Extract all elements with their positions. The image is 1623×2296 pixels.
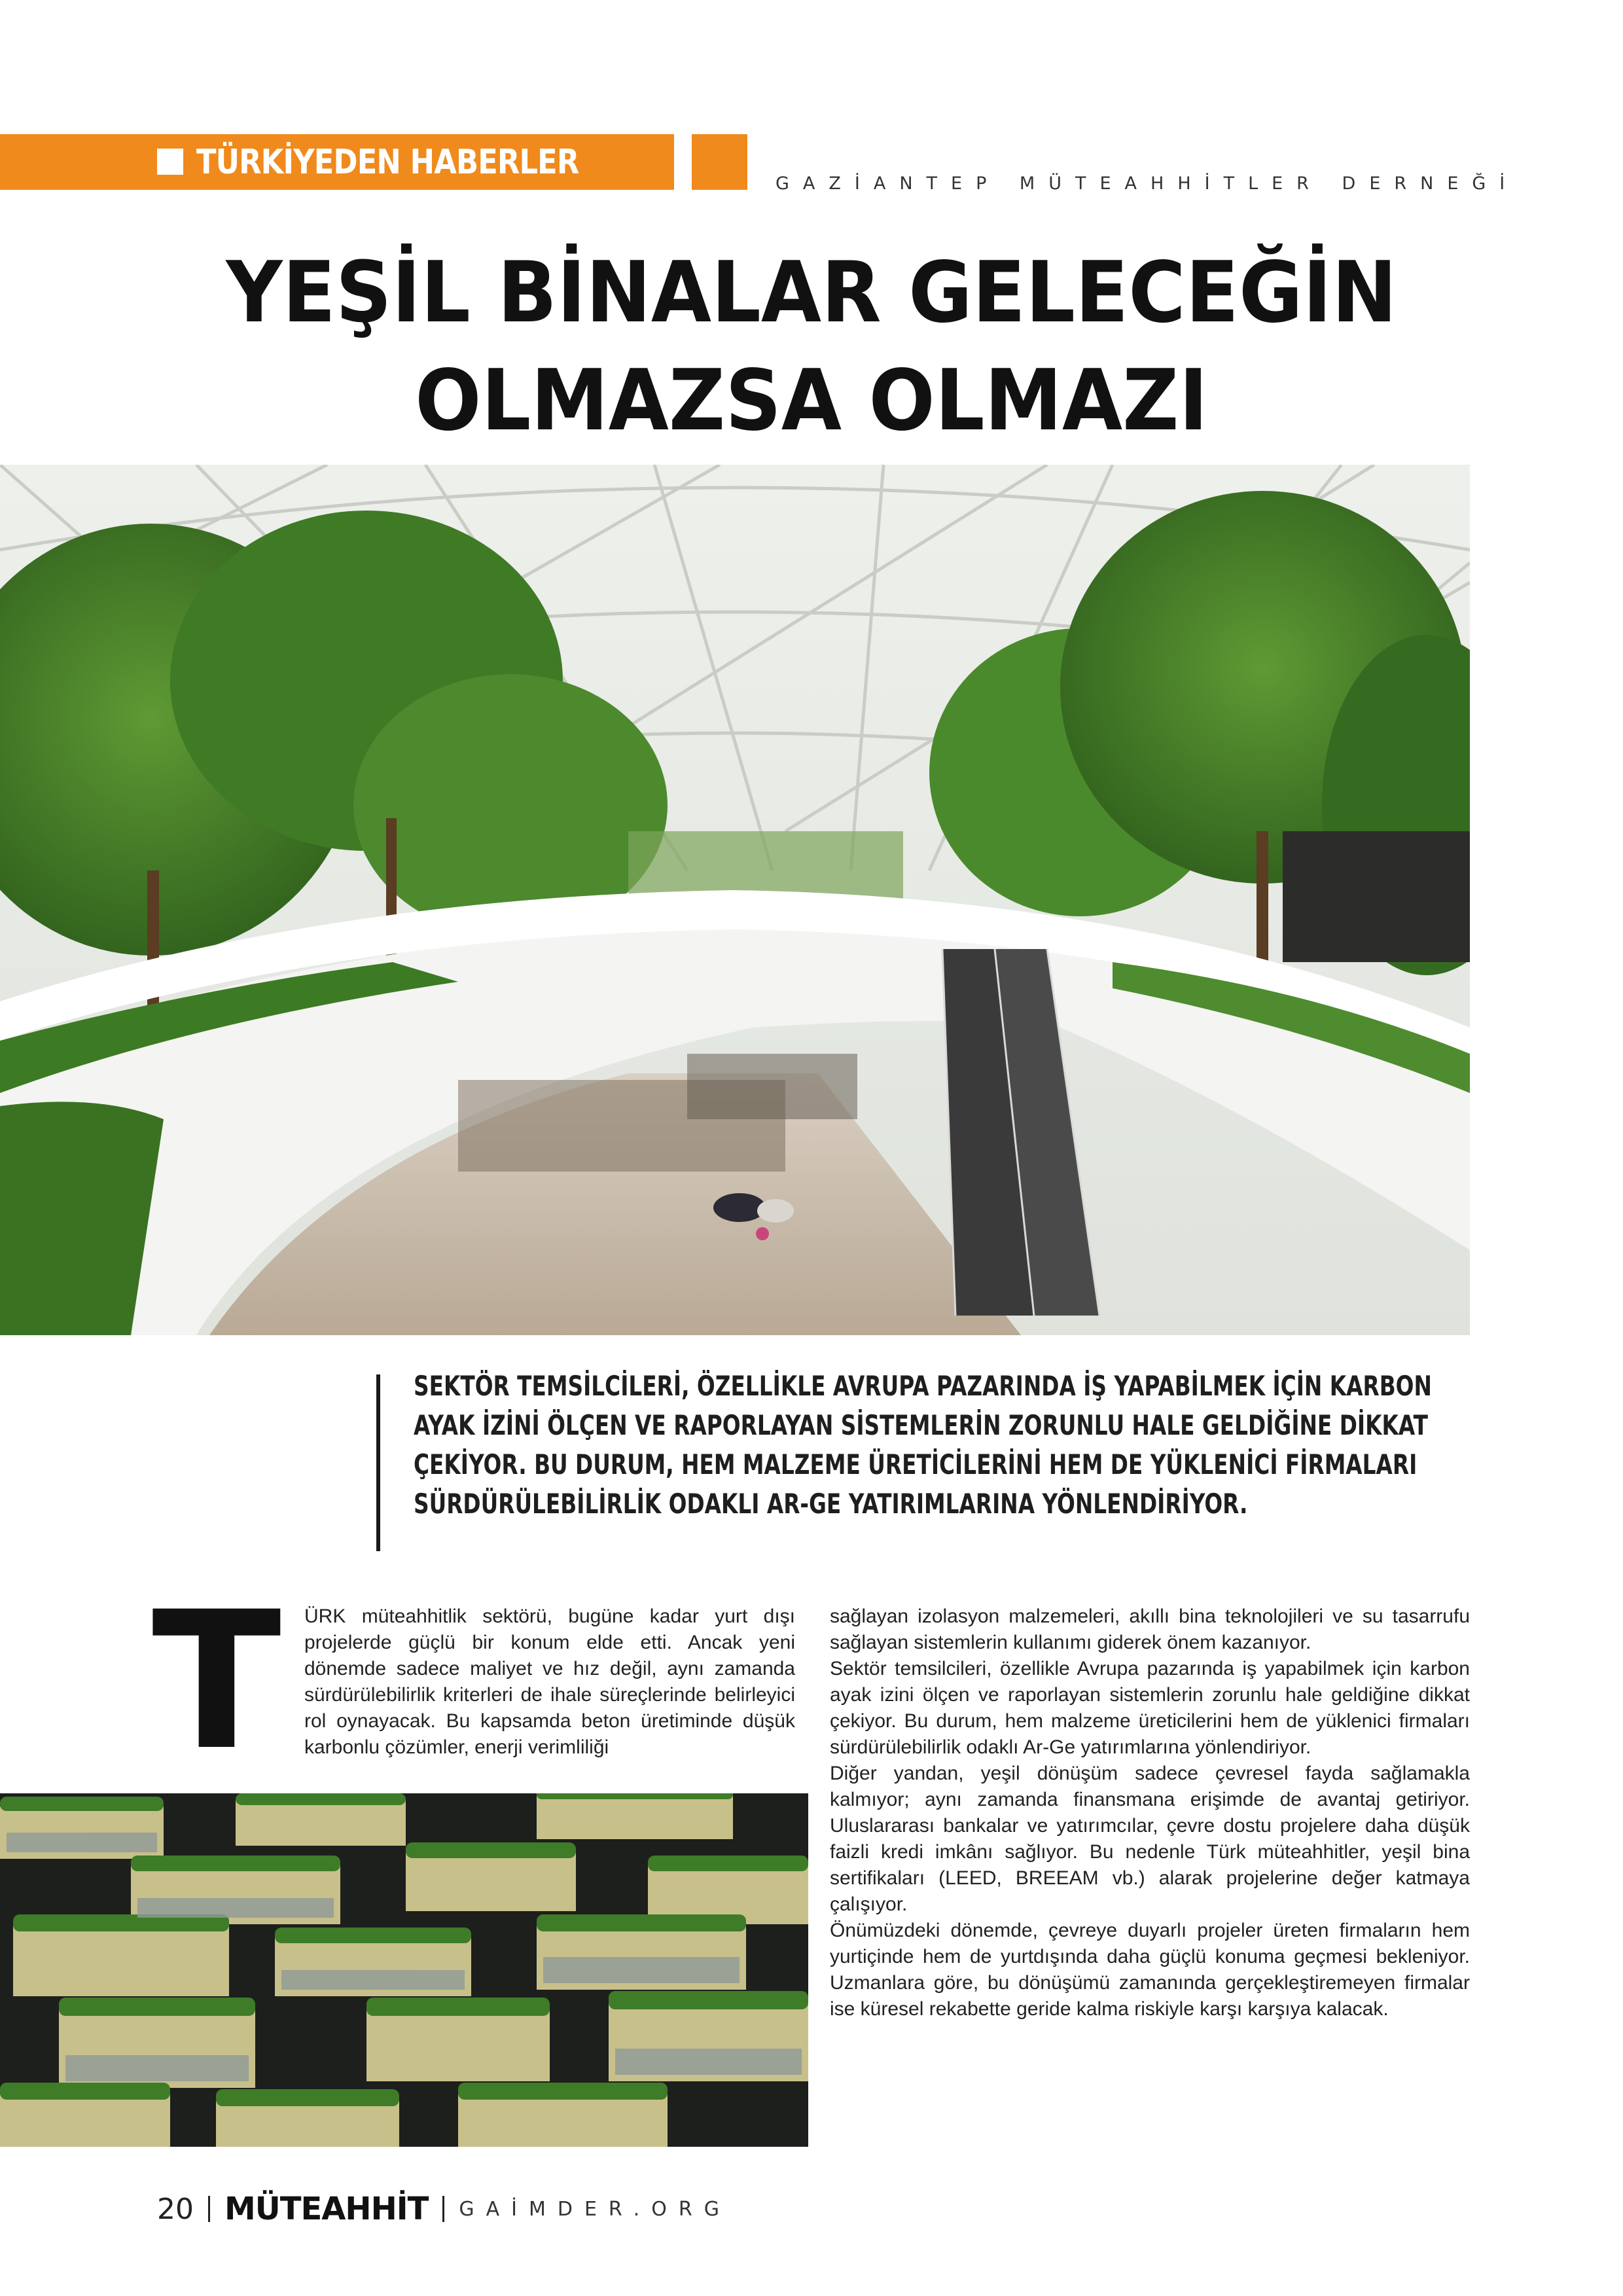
association-name: GAZİANTEP MÜTEAHHİTLER DERNEĞİ xyxy=(776,173,1519,194)
hero-photo-atrium xyxy=(0,465,1470,1335)
article-title-line-1: YEŞİL BİNALAR GELECEĞİN xyxy=(226,244,1397,342)
section-square-icon xyxy=(157,149,183,175)
footer-divider xyxy=(208,2196,210,2222)
lead-rule xyxy=(376,1374,380,1551)
facade-photo xyxy=(0,1793,808,2147)
body-paragraph: Diğer yandan, yeşil dönüşüm sadece çevresel fayda sağlamakla kalmıyor; aynı zamanda finansmana erişimde de avantaj getiriyor. Uluslararası bankalar ve yatırımcılar, çevre dostu projelere daha düşük faizli kredi imkânı sağlıyor. Bu nedenle Türk müteahhitler, yeşil bina sertifikaları (LEED, BREEAM vb.) alarak projelerine değer katmaya çalışıyor. xyxy=(830,1763,1470,1915)
section-header-accent xyxy=(692,134,747,190)
article-lead: SEKTÖR TEMSİLCİLERİ, ÖZELLİKLE AVRUPA PAZARINDA İŞ YAPABİLMEK İÇİN KARBON AYAK İZİNİ ÖLÇEN VE RAPORLAYAN SİSTEMLERİN ZORUNLU HALE GELDİĞİNE DİKKAT ÇEKİYOR. BU DURUM, HEM MALZEME ÜRETİCİLERİNİ HEM DE YÜKLENİCİ FİRMALARI SÜRDÜRÜLEBİLİRLİK ODAKLI AR-GE YATIRIMLARINA YÖNLENDİRİYOR. xyxy=(414,1370,1432,1520)
body-column-right xyxy=(830,1604,1470,2022)
body-column-left: ÜRK müteahhitlik sektörü, bugüne kadar yurt dışı projelerde güçlü bir konum elde etti. Ancak yeni dönemde sadece maliyet ve hız değil, aynı zamanda sürdürülebilirlik kriterleri de ihale süreçlerinde belirleyici rol oynayacak. Bu kapsamda beton üretiminde düşük karbonlu çözümler, enerji verimliliği xyxy=(304,1605,795,1758)
page-number: 20 xyxy=(157,2192,194,2226)
body-paragraph: sağlayan izolasyon malzemeleri, akıllı bina teknolojileri ve su tasarrufu sağlayan sistemlerin kullanımı giderek önem kazanıyor. xyxy=(830,1605,1470,1653)
section-label: TÜRKİYEDEN HABERLER xyxy=(196,143,579,182)
article-title-line-2: OLMAZSA OLMAZI xyxy=(415,352,1208,450)
website-link[interactable]: GAİMDER.ORG xyxy=(459,2197,731,2221)
drop-cap: T xyxy=(152,1571,281,1792)
page-footer xyxy=(157,2189,731,2229)
footer-divider xyxy=(442,2196,444,2222)
body-paragraph: Sektör temsilcileri, özellikle Avrupa pazarında iş yapabilmek için karbon ayak izini ölçen ve raporlayan sistemlerin zorunlu hale geldiğine dikkat çekiyor. Bu durum, hem malzeme üreticilerini hem de yüklenici firmaları sürdürülebilirlik odaklı Ar-Ge yatırımlarına yönlendiriyor. xyxy=(830,1658,1470,1758)
article-title xyxy=(142,239,1481,455)
body-paragraph: Önümüzdeki dönemde, çevreye duyarlı projeler üreten firmaların hem yurtiçinde hem de yurtdışında daha güçlü konuma geçmesi bekleniyor. Uzmanlara göre, bu dönüşümü zamanında gerçekleştiremeyen firmalar ise küresel rekabette geride kalma riskiyle karşı karşıya kalacak. xyxy=(830,1920,1470,2020)
magazine-logo: MÜTEAHHİT xyxy=(224,2191,429,2227)
